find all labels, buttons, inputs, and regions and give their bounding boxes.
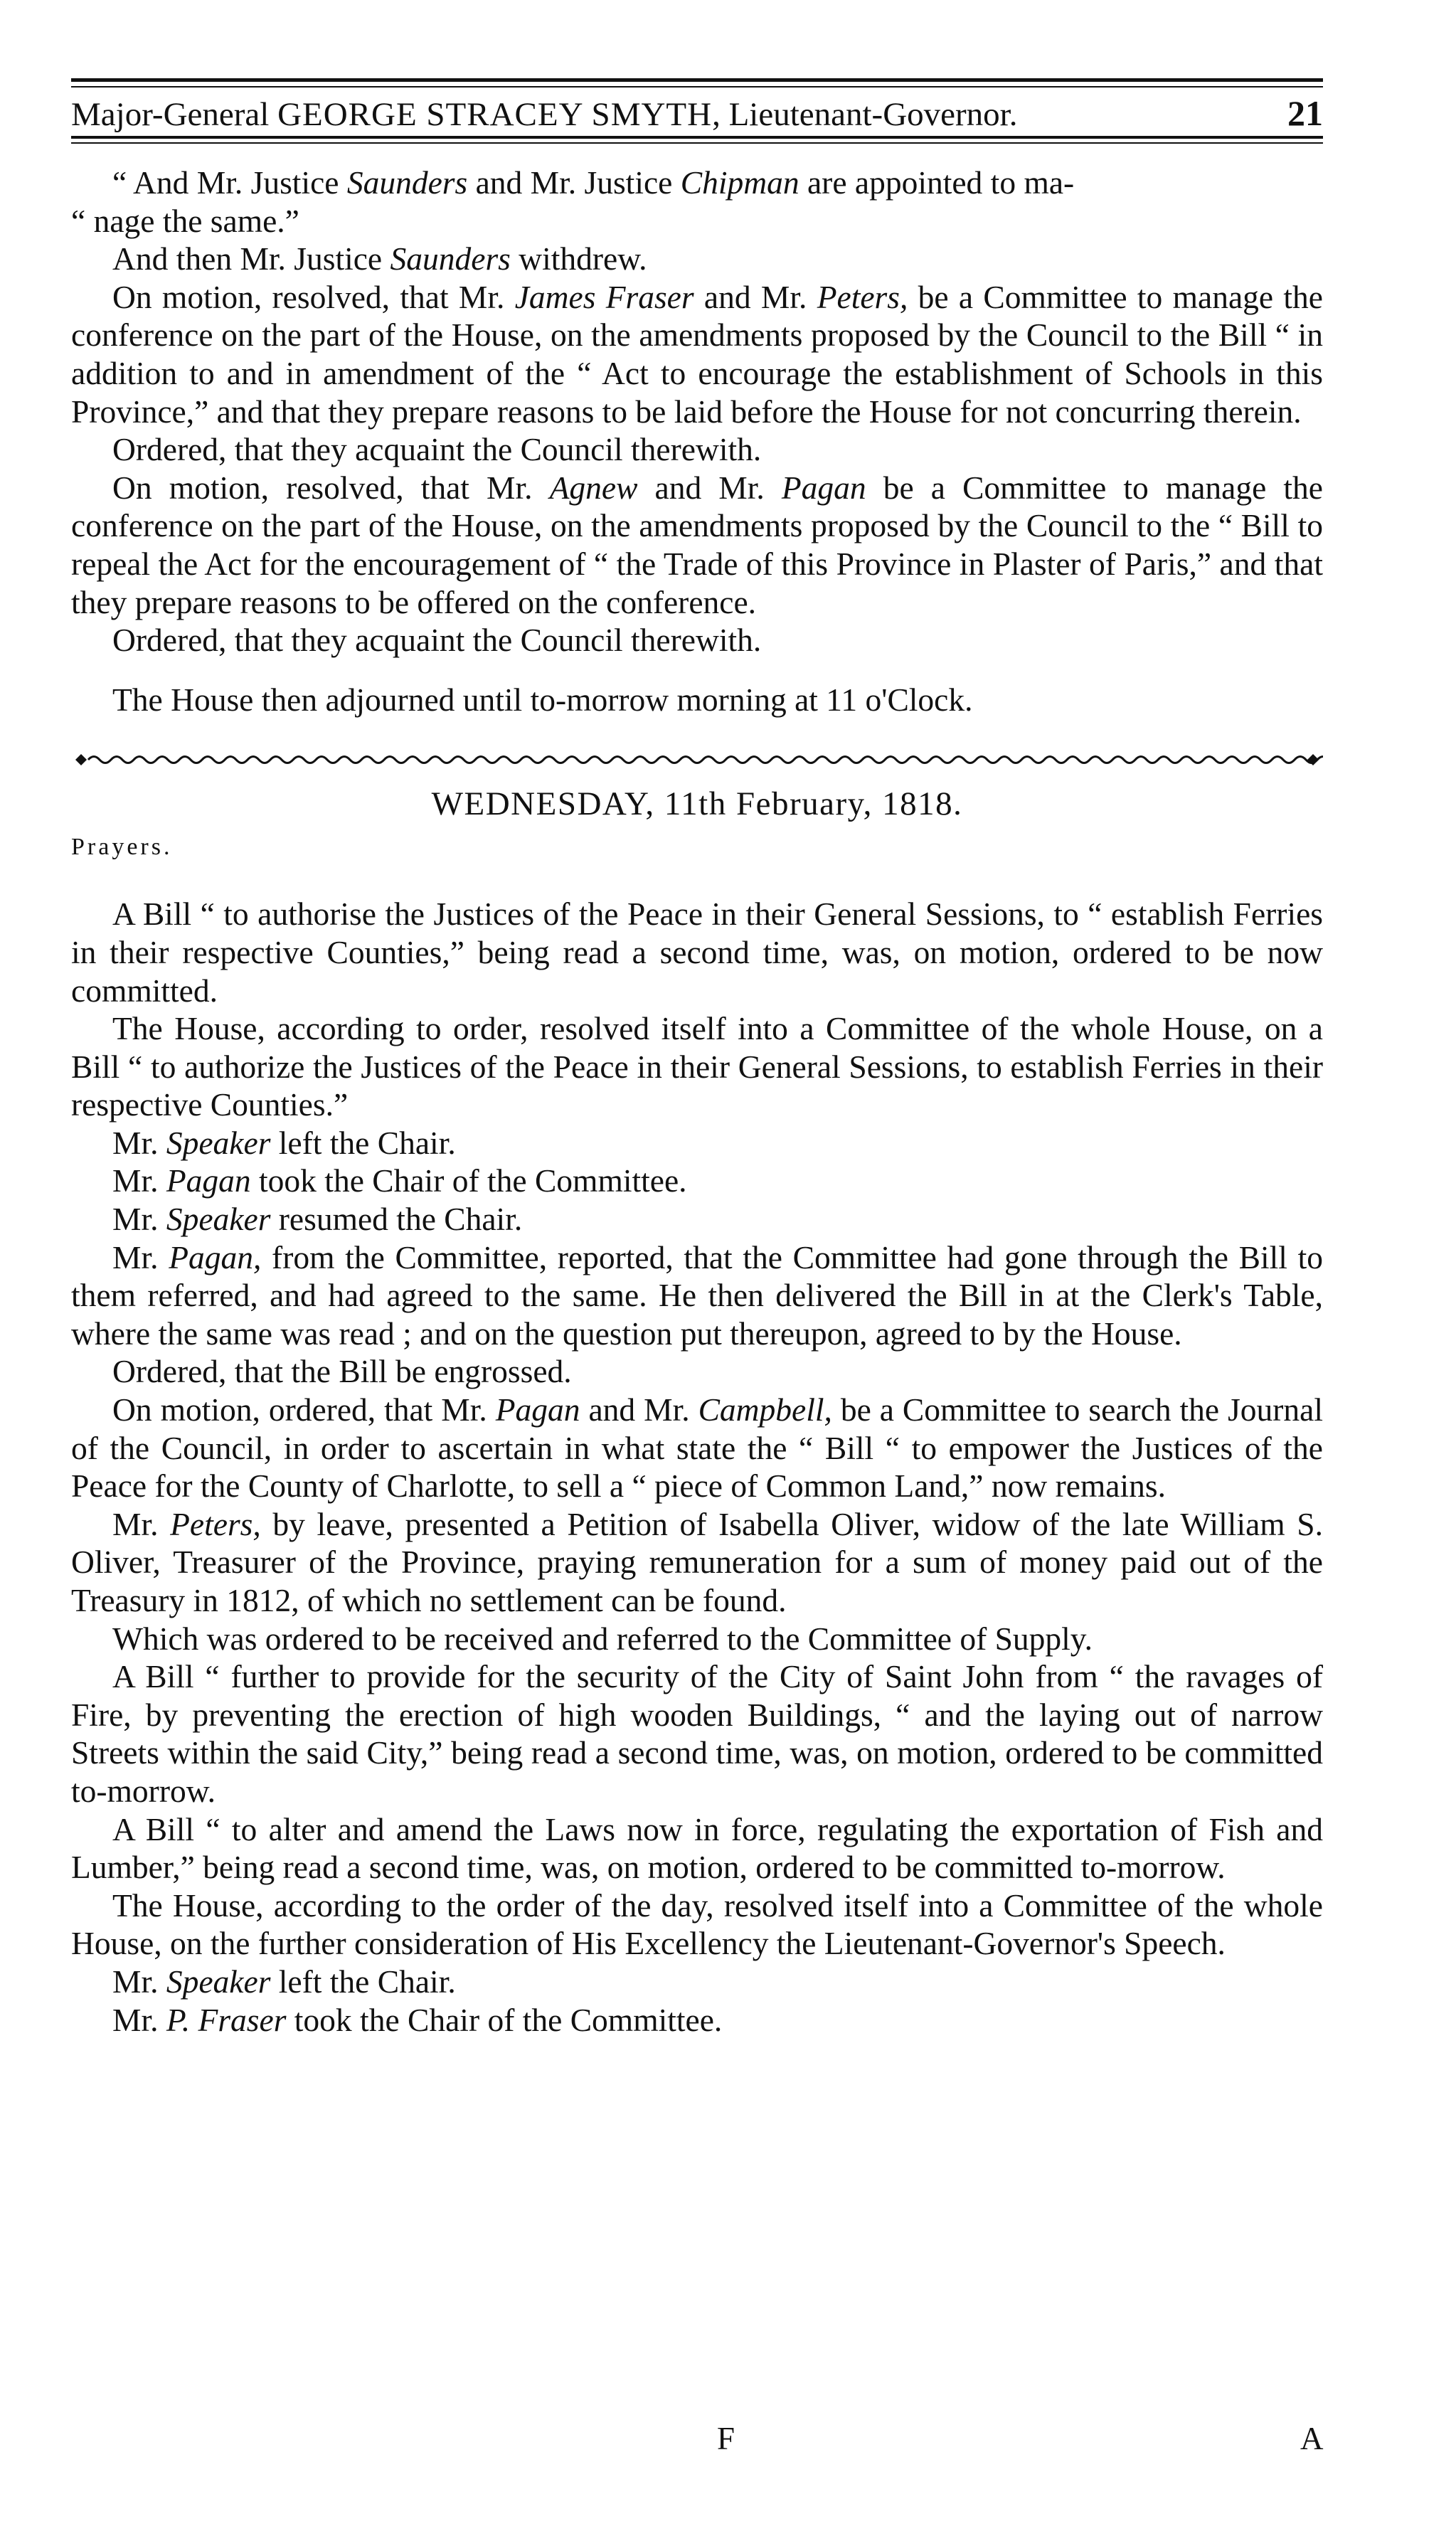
paragraph-search-journal: On motion, ordered, that Mr. Pagan and Mr. Campbell, be a Committee to search the Journal of the Council, in order to ascertain in what state the “ Bill “ to empower the Justices of the Peace for the County of Charlotte, to sell a “ piece of Common Land,” now remains. [71, 1391, 1324, 1505]
paragraph-committee-supply: Which was ordered to be received and referred to the Committee of Supply. [112, 1620, 1093, 1657]
wavy-rule-icon [71, 750, 1323, 770]
proceedings-tuesday [71, 164, 1323, 718]
paragraph-ordered-acquaint-2: Ordered, that they acquaint the Council therewith. [112, 622, 762, 659]
paragraph-justices-appointed: “ And Mr. Justice Saunders and Mr. Justice Chipman are appointed to ma- “ nage the same.” [71, 164, 1075, 239]
section-divider-ornament [71, 750, 1323, 770]
paragraph-committee-whole: The House, according to order, resolved itself into a Committee of the whole House, on a Bill “ to authorize the Justices of the Peace in their General Sessions, to establish Ferries in their respective Counties.” [71, 1010, 1323, 1123]
catchword: A [1300, 2421, 1324, 2456]
journal-page [71, 78, 1323, 2039]
paragraph-bill-engrossed: Ordered, that the Bill be engrossed. [112, 1353, 572, 1390]
proceedings-wednesday [71, 895, 1323, 2039]
paragraph-fraser-chair: Mr. P. Fraser took the Chair of the Committee. [112, 2001, 723, 2038]
paragraph-oliver-petition: Mr. Peters, by leave, presented a Petition of Isabella Oliver, widow of the late William S. Oliver, Treasurer of the Province, praying remuneration for a sum of money paid out of the Treasury in 1812, of which no settlement can be found. [71, 1505, 1323, 1618]
paragraph-speaker-resumed: Mr. Speaker resumed the Chair. [112, 1201, 523, 1238]
paragraph-ferries-bill: A Bill “ to authorise the Justices of the Peace in their General Sessions, to “ establish Ferries in their respective Counties,” being read a second time, was, on motion, ordered to be now committed. [71, 896, 1323, 1009]
paragraph-plaster-committee: On motion, resolved, that Mr. Agnew and Mr. Pagan be a Committee to manage the conference on the part of the House, on the amendments proposed by the Council to the “ Bill to repeal the Act for the encouragement of “ the Trade of this Province in Plaster of Paris,” and that they prepare reasons to be offered on the conference. [71, 469, 1324, 620]
paragraph-adjourned: The House then adjourned until to-morrow morning at 11 o'Clock. [112, 681, 973, 718]
paragraph-fish-lumber-bill: A Bill “ to alter and amend the Laws now in force, regulating the exportation of Fish and Lumber,” being read a second time, was, on motion, ordered to be committed to-morrow. [71, 1810, 1323, 1886]
page-number: 21 [1287, 93, 1323, 133]
paragraph-schools-committee: On motion, resolved, that Mr. James Fraser and Mr. Peters, be a Committee to manage the conference on the part of the House, on the amendments proposed by the Council to the Bill “ in addition to and in amendment of the “ Act to encourage the establishment of Schools in this Province,” and that they prepare reasons to be laid before the House for not concurring therein. [71, 278, 1323, 430]
running-title: Major-General GEORGE STRACEY SMYTH, Lieutenant-Governor. [71, 96, 1018, 133]
prayers-label: Prayers. [71, 834, 173, 861]
paragraph-saint-john-bill: A Bill “ further to provide for the security of the City of Saint John from “ the ravages of Fire, by preventing the erection of high wooden Buildings, “ and the laying out of narrow Streets within the said City,” being read a second time, was, on motion, ordered to be committed to-morrow. [71, 1658, 1323, 1809]
paragraph-speaker-left-2: Mr. Speaker left the Chair. [112, 1963, 456, 2000]
paragraph-pagan-chair: Mr. Pagan took the Chair of the Committee. [112, 1162, 687, 1199]
paragraph-saunders-withdrew: And then Mr. Justice Saunders withdrew. [112, 240, 647, 277]
paragraph-governor-speech: The House, according to the order of the day, resolved itself into a Committee of the whole House, on the further consideration of His Excellency the Lieutenant-Governor's Speech. [71, 1887, 1323, 1962]
running-head [71, 87, 1323, 136]
paragraph-speaker-left: Mr. Speaker left the Chair. [112, 1124, 456, 1161]
paragraph-ordered-acquaint-1: Ordered, that they acquaint the Council therewith. [112, 431, 762, 468]
day-heading: WEDNESDAY, 11th February, 1818. [431, 785, 963, 823]
header-rule-top [71, 78, 1323, 87]
paragraph-pagan-reported: Mr. Pagan, from the Committee, reported, that the Committee had gone through the Bill to them referred, and had agreed to the same. He then delivered the Bill in at the Clerk's Table, where the same was read ; and on the question put thereupon, agreed to by the House. [71, 1238, 1323, 1352]
signature-mark: F [717, 2421, 735, 2456]
